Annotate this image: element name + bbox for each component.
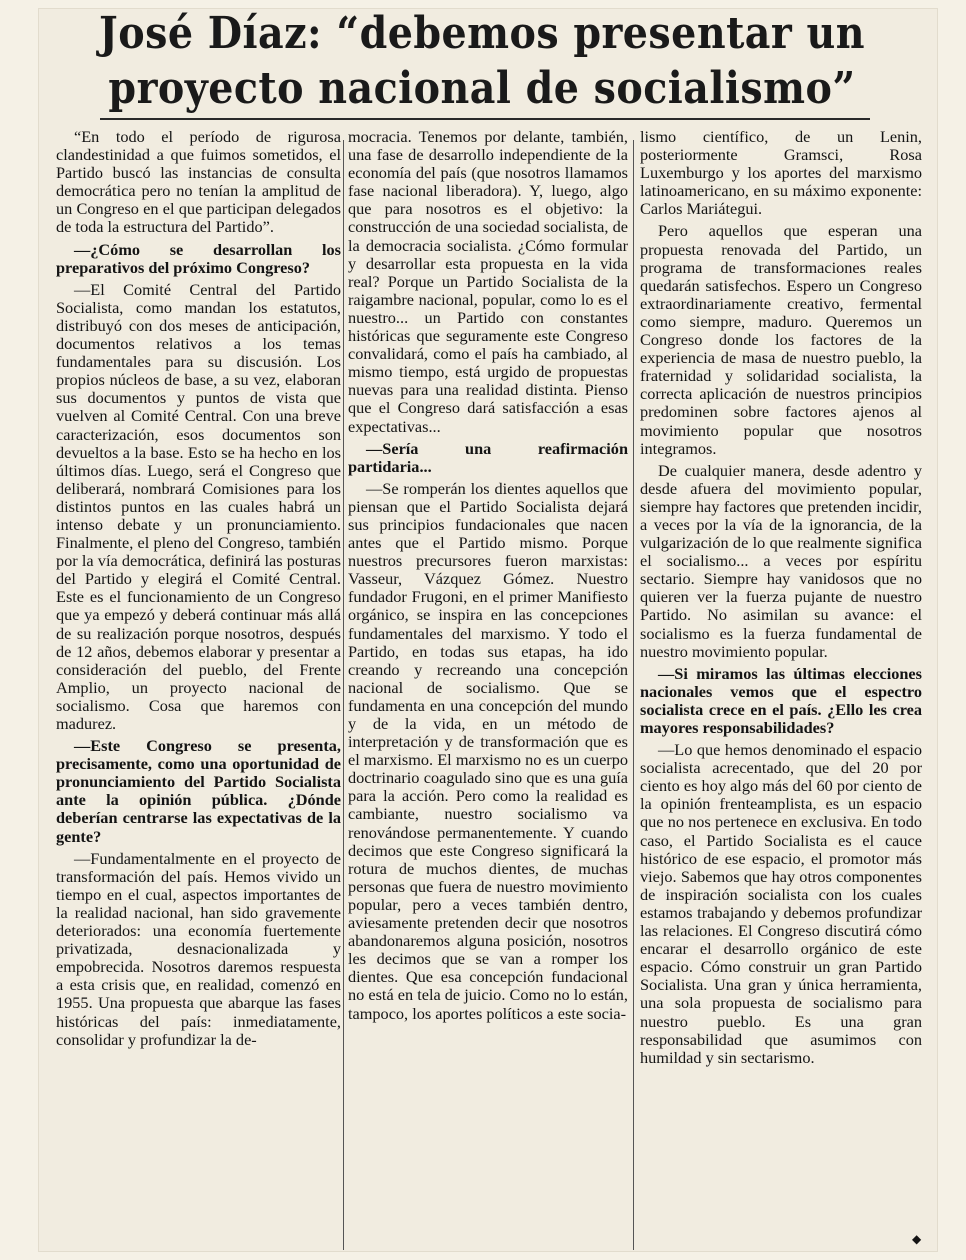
headline-line-2: proyecto nacional de socialismo” bbox=[108, 63, 856, 114]
article-column-2 bbox=[348, 128, 628, 1027]
answer-paragraph: —Fundamentalmente en el proyecto de transformación del país. Hemos vivido un tiempo en el cual, aspectos importantes de la realidad nacional, han sido gravemente deteriorados: una economía fuertemente privatizada, desnacionalizada y empobrecida. Nosotros daremos respuesta a esta crisis que, en realidad, comenzó en 1955. Una propuesta que abarque las fases históricas del país: inmediatamente, consolidar y profundizar la de- bbox=[56, 848, 341, 1049]
column-divider bbox=[343, 140, 344, 1250]
answer-paragraph: “En todo el período de rigurosa clandestinidad a que fuimos sometidos, el Partido buscó las instancias de consulta democrática pero no tenían la amplitud de un Congreso en el que participan delegados de toda la estructura del Partido”. bbox=[56, 127, 341, 237]
question-paragraph: —¿Cómo se desarrollan los preparativos del próximo Congreso? bbox=[56, 239, 341, 277]
continued-paragraph: lismo científico, de un Lenin, posteriormente Gramsci, Rosa Luxemburgo y los aportes del marxismo latinoamericano, en su máximo exponente: Carlos Mariátegui. bbox=[640, 127, 922, 219]
answer-paragraph: Pero aquellos que esperan una propuesta renovada del Partido, un programa de transformaciones reales quedarán satisfechos. Espero un Congreso extraordinariamente creativo, fermental como siempre, maduro. Queremos un Congreso donde los factores de la experiencia de masa de nuestro pueblo, la fraternidad y solidaridad socialista, la correcta aplicación de nuestros principios predominen sobre factores ajenos al movimiento popular que nosotros integramos. bbox=[640, 221, 922, 458]
answer-paragraph: —Lo que hemos denominado el espacio socialista acrecentado, que del 20 por ciento es hoy algo más del 60 por ciento de la opinión frenteamplista, es un espacio que no nos pertenece en exclusiva. En todo caso, el Partido Socialista es el cauce histórico de ese espacio, el promotor más viejo. Sabemos que hay otros componentes de inspiración socialista con los cuales estamos trabajando y debemos profundizar las relaciones. El Congreso discutirá cómo encarar el desarrollo orgánico de este espacio. Cómo construir un gran Partido Socialista. Una gran y única herramienta, una sola propuesta de socialismo para nuestro pueblo. Es una gran responsabilidad que asumimos con humildad y sin sectarismo. bbox=[640, 740, 922, 1067]
column-divider bbox=[633, 140, 634, 1250]
article-column-1 bbox=[56, 128, 341, 1053]
headline-underline bbox=[100, 118, 870, 120]
answer-paragraph: —Se romperán los dientes aquellos que piensan que el Partido Socialista dejará sus principios fundacionales que nacen antes que el Partido mismo. Porque nuestros precursores fueron marxistas: Vasseur, Vázquez Gómez. Nuestro fundador Frugoni, en el primer Manifiesto orgánico, se inspira en las concepciones fundamentales del marxismo. Y todo el Partido, en todas sus etapas, ha ido creando y recreando una concepción nacional de socialismo. Que se fundamenta en una concepción del mundo y de la vida, en un método de interpretación y de transformación que es el marxismo. El marxismo no es un cuerpo doctrinario coagulado sino que es una guía para la acción. Pero como la realidad es cambiante, nuestro socialismo va renovándose permanentemente. Y cuando decimos que este Congreso significará la rotura de muchos dientes, de muchas personas que fuera de nuestro movimiento popular, pero a veces también dentro, aviesamente pretenden decir que nosotros abandonaremos alguna posición, nosotros les decimos que se van a romper los dientes. Que esa concepción fundacional no está en tela de juicio. Como no lo están, tampoco, los aportes políticos a este socia- bbox=[348, 478, 628, 1023]
headline bbox=[86, 6, 878, 116]
headline-line-1: José Díaz: “debemos presentar un bbox=[99, 8, 865, 59]
answer-paragraph: —El Comité Central del Partido Socialista, como mandan los estatutos, distribuyó con dos meses de anticipación, documentos relativos a los temas fundamentales para su discusión. Los propios núcleos de base, a su vez, elaboran sus documentos y puntos de vista que vuelven al Comité Central. Con una breve caracterización, esos documentos son devueltos a la base. Esto se ha hecho en los últimos días. Luego, será el Congreso que deliberará, nombrará Comisiones para los distintos puntos en las cuales habrá un intenso debate y un pronunciamiento. Finalmente, el pleno del Congreso, también por la vía democrática, definirá las posturas del Partido y elegirá el Comité Central. Este es el funcionamiento de un Congreso que ya empezó y deberá continuar más allá de su realización porque nosotros, después de 12 años, debemos elaborar y presentar a consideración del pueblo, del Frente Amplio, un proyecto nacional de socialismo. Cosa que haremos con madurez. bbox=[56, 279, 341, 733]
answer-paragraph: De cualquier manera, desde adentro y desde afuera del movimiento popular, siempre hay factores que pretenden incidir, a veces por la vía de la ignorancia, de la vulgarización de lo que realmente significa el socialismo... a veces por espíritu sectario. Siempre hay vanidosos que no quieren ver la fuerza pujante de nuestro Partido. No asimilan su avance: el socialismo es la fuerza fundamental de nuestro movimiento popular. bbox=[640, 460, 922, 661]
article-column-3 bbox=[640, 128, 922, 1071]
question-paragraph: —Si miramos las últimas elecciones nacionales vemos que el espectro socialista crece en el país. ¿Ello les crea mayores responsabilidades? bbox=[640, 663, 922, 737]
question-paragraph: —Este Congreso se presenta, precisamente, como una oportunidad de pronunciamiento del Partido Socialista ante la opinión pública. ¿Dónde deberían centrarse las expectativas de la gente? bbox=[56, 736, 341, 846]
question-paragraph: —Sería una reafirmación partidaria... bbox=[348, 438, 628, 476]
end-mark-icon: ◆ bbox=[912, 1232, 922, 1246]
continued-paragraph: mocracia. Tenemos por delante, también, una fase de desarrollo independiente de la economía del país (que nosotros llamamos fase nacional liberadora). Y, luego, algo que para nosotros es el objetivo: la construcción de una sociedad socialista, de la democracia socialista. ¿Cómo formular y desarrollar esta propuesta en la vida real? Porque un Partido Socialista de la raigambre nacional, popular, como lo es el nuestro... un Partido con constantes históricas que seguramente este Congreso convalidará, como el país ha cambiado, al mismo tiempo, está urgido de propuestas nuevas para una realidad distinta. Pienso que el Congreso dará satisfacción a esas expectativas... bbox=[348, 127, 628, 436]
